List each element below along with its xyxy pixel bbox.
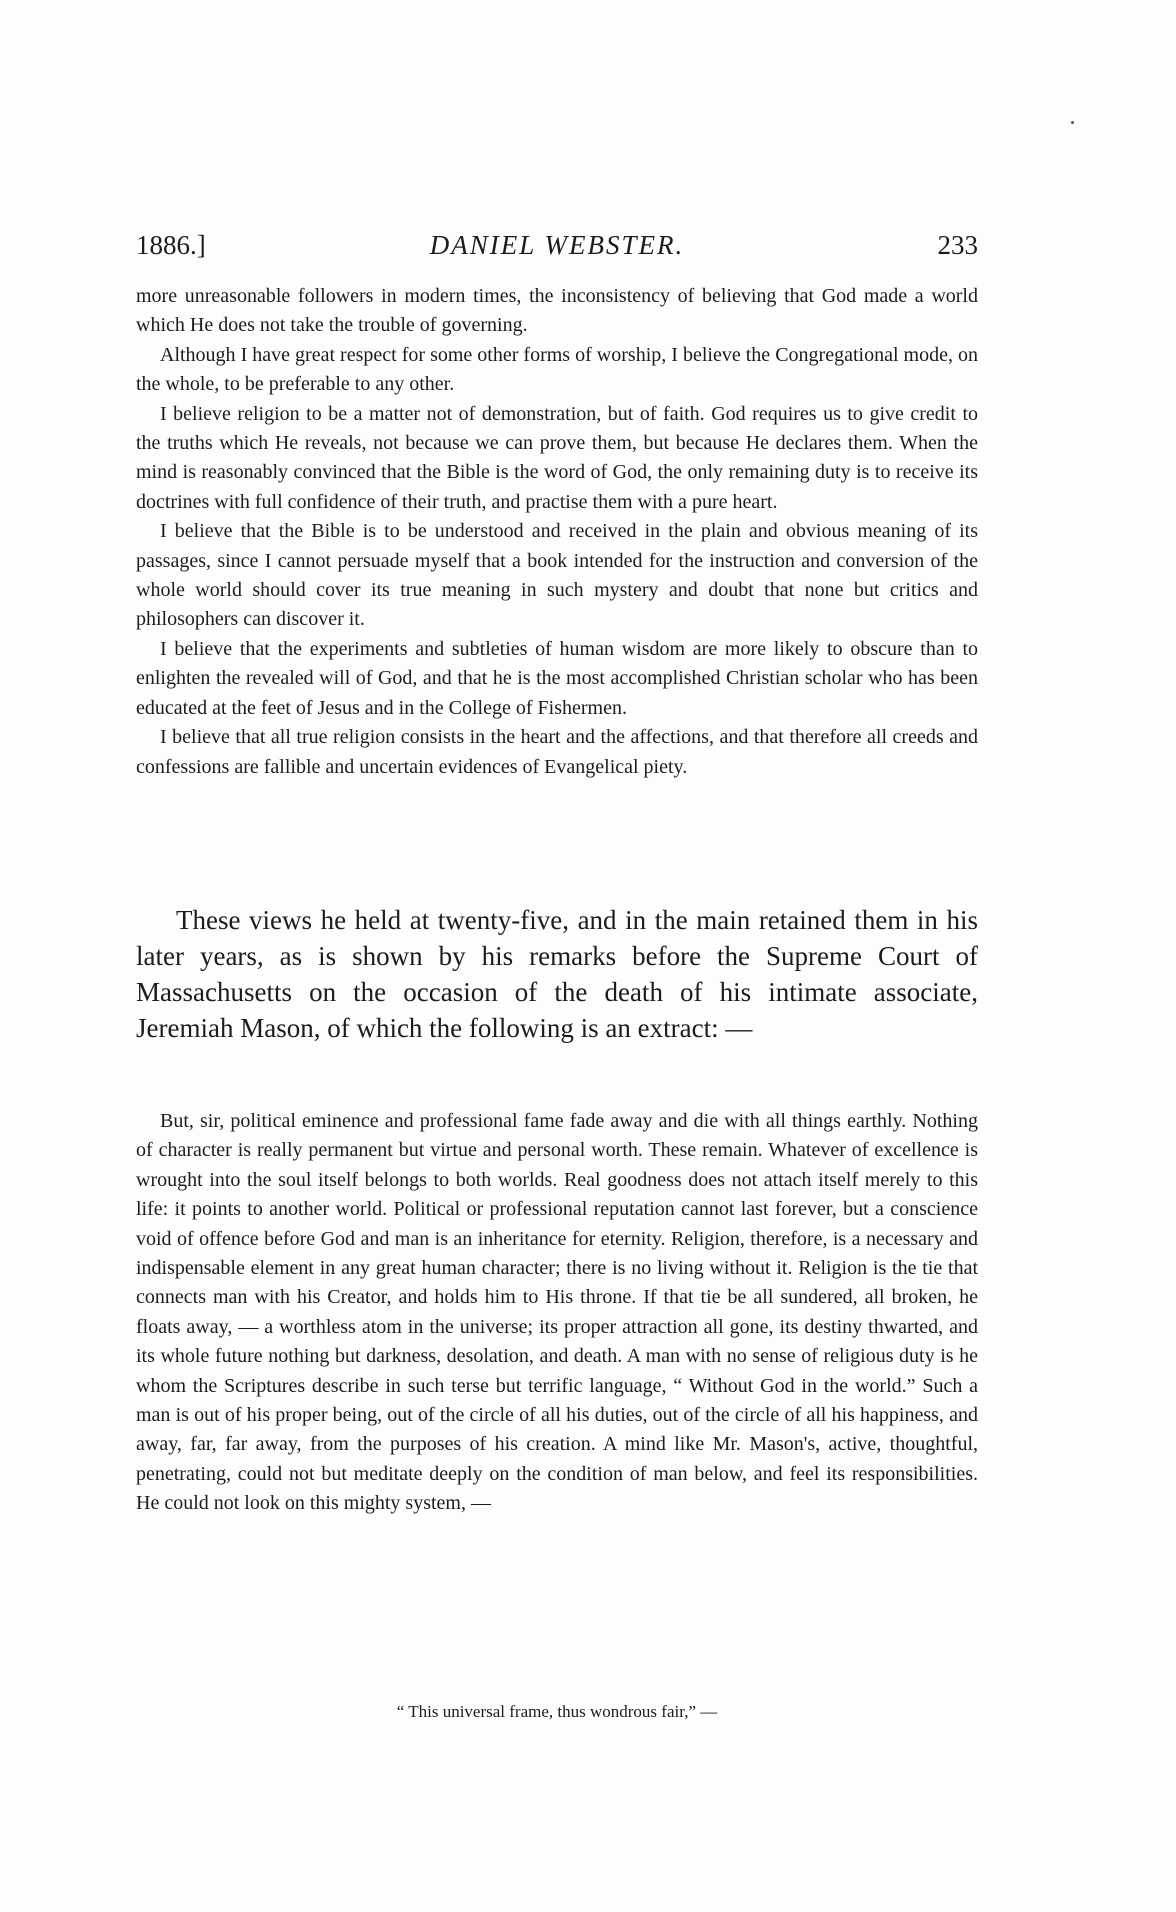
- extract-section: [136, 1107, 978, 1519]
- creed-section: [136, 282, 978, 782]
- running-header: [136, 230, 978, 266]
- creed-paragraph: I believe that all true religion consists in the heart and the affections, and that therefore all creeds and confessions are fallible and uncertain evidences of Evangelical piety.: [136, 726, 978, 778]
- header-year: 1886.]: [136, 230, 206, 260]
- narrative-section: [136, 902, 978, 1046]
- creed-paragraph: I believe that the experiments and subtleties of human wisdom are more likely to obscure than to enlighten the revealed will of God, and that he is the most accomplished Christian scholar who has been educated at the feet of Jesus and in the College of Fishermen.: [136, 637, 978, 719]
- verse-line: “ This universal frame, thus wondrous fair,” —: [396, 1702, 718, 1721]
- narrative-paragraph: These views he held at twenty-five, and in the main retained them in his later years, as is shown by his remarks before the Supreme Court of Massachusetts on the occasion of the death of his intimate associate, Jeremiah Mason, of which the following is an extract: —: [136, 905, 978, 1043]
- creed-paragraph: Although I have great respect for some other forms of worship, I believe the Congregational mode, on the whole, to be preferable to any other.: [136, 343, 978, 396]
- creed-paragraph: I believe religion to be a matter not of demonstration, but of faith. God requires us to give credit to the truths which He reveals, not because we can prove them, but because He declares them. When the mind is reasonably convinced that the Bible is the word of God, the only remaining duty is to receive its doctrines with full confidence of their truth, and practise them with a pure heart.: [136, 402, 978, 513]
- page-number: 233: [937, 230, 978, 260]
- extract-paragraph: But, sir, political eminence and professional fame fade away and die with all things earthly. Nothing of character is really permanent but virtue and personal worth. These remain. Whatever of excellence is wrought into the soul itself belongs to both worlds. Real goodness does not attach itself merely to this life: it points to another world. Political or professional reputation cannot last forever, but a conscience void of offence before God and man is an inheritance for eternity. Religion, therefore, is a necessary and indispensable element in any great human character; there is no living without it. Religion is the tie that connects man with his Creator, and holds him to His throne. If that tie be all sundered, all broken, he floats away, — a worthless atom in the universe; its proper attraction all gone, its destiny thwarted, and its whole future nothing but darkness, desolation, and death. A man with no sense of religious duty is he whom the Scriptures describe in such terse but terrific language, “ Without God in the world.” Such a man is out of his proper being, out of the circle of all his duties, out of the circle of all his happiness, and away, far, far away, from the purposes of his creation. A mind like Mr. Mason's, active, thoughtful, penetrating, could not but meditate deeply on the condition of man below, and feel its responsibilities. He could not look on this mighty system, —: [136, 1110, 978, 1515]
- creed-continuation: more unreasonable followers in modern times, the inconsistency of believing that God made a world which He does not take the trouble of governing.: [136, 285, 978, 337]
- ink-speck: [1071, 121, 1074, 124]
- creed-paragraph: I believe that the Bible is to be understood and received in the plain and obvious meaning of its passages, since I cannot persuade myself that a book intended for the instruction and conversion of the whole world should cover its true meaning in such mystery and doubt that none but critics and philosophers can discover it.: [136, 520, 978, 631]
- header-title: DANIEL WEBSTER.: [429, 230, 685, 260]
